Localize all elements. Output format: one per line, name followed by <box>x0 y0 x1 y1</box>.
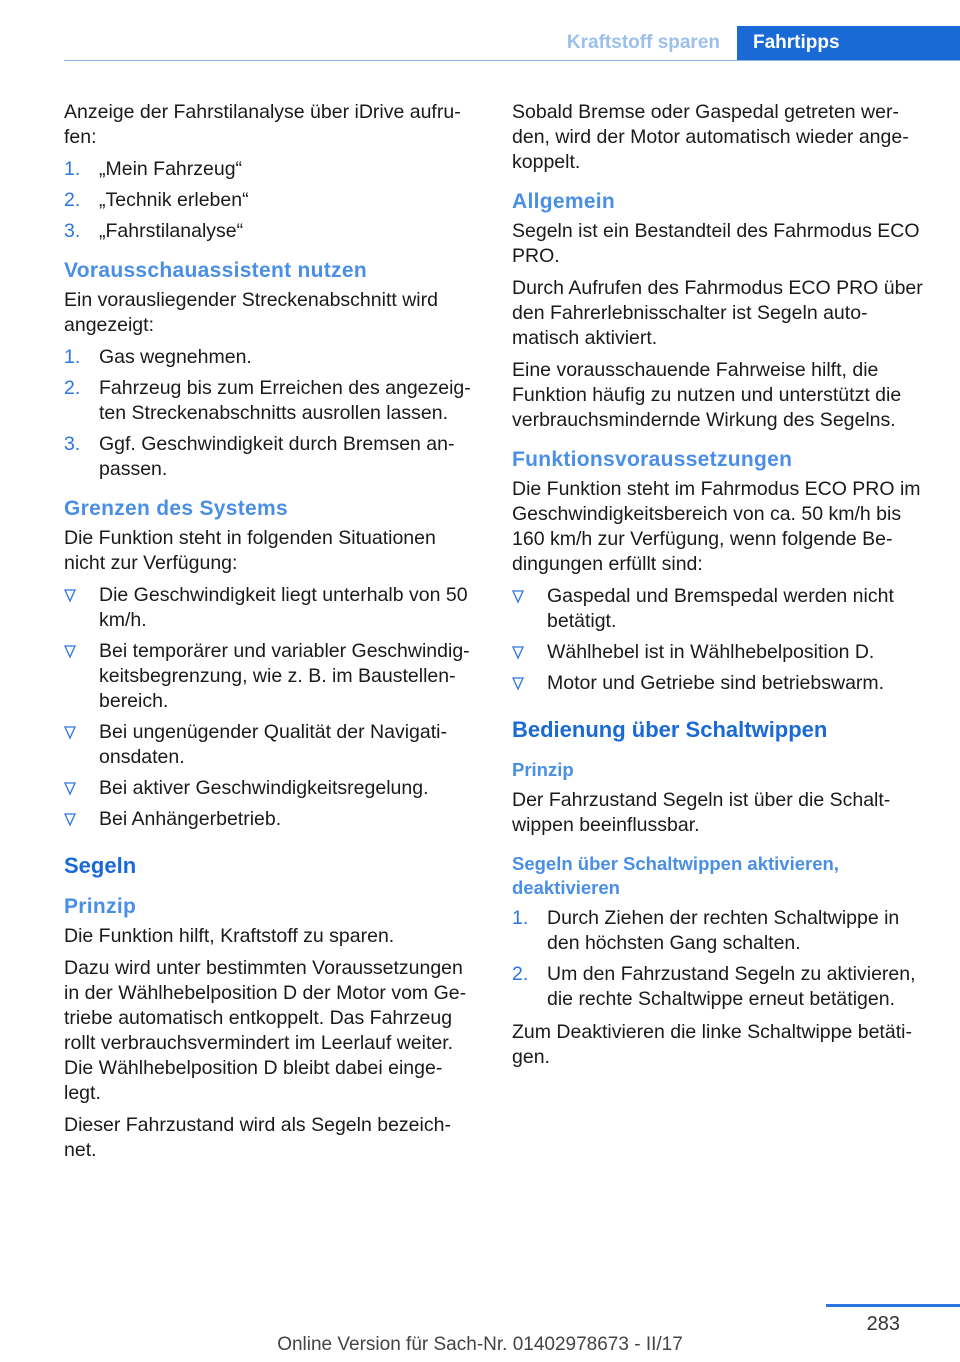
allgemein-text-2: Durch Aufrufen des Fahrmodus ECO PRO über den Fahrerlebnisschalter ist Segeln auto‐ matisch aktiviert. <box>512 277 923 349</box>
allgemein-text-1: Segeln ist ein Bestandteil des Fahrmodus ECO PRO. <box>512 220 920 267</box>
steps-fahrstil <box>64 157 478 244</box>
list-item: Bei Anhängerbetrieb. <box>64 807 478 832</box>
right-column <box>512 100 932 1077</box>
list-item: 1. Gas wegnehmen. <box>64 346 252 368</box>
heading-funktionsvoraussetzungen: Funktionsvoraussetzungen <box>512 448 793 471</box>
page-number: 283 <box>866 1313 900 1335</box>
triangle-bullet-icon <box>512 646 524 660</box>
list-item: 2. „Technik erleben“ <box>64 189 249 211</box>
prinzip-text-1: Die Funktion hilft, Kraftstoff zu sparen. <box>64 925 395 947</box>
list-item: 3. Ggf. Geschwindigkeit durch Bremsen an‐ passen. <box>64 433 455 480</box>
triangle-bullet-icon <box>64 645 76 659</box>
triangle-bullet-icon <box>64 589 76 603</box>
intro-text: Anzeige der Fahrstilanalyse über iDrive aufru‐ fen: <box>64 101 461 148</box>
prinzip-text-3: Dieser Fahrzustand wird als Segeln bezeich‐ net. <box>64 1114 451 1161</box>
grenzen-text: Die Funktion steht in folgenden Situationen nicht zur Verfügung: <box>64 527 436 574</box>
list-item: 3. „Fahrstilanalyse“ <box>64 220 244 242</box>
chapter-tab[interactable]: Fahrtipps <box>737 26 960 61</box>
list-item: Motor und Getriebe sind betriebswarm. <box>512 671 932 696</box>
heading-bedienung: Bedienung über Schaltwippen <box>512 717 828 742</box>
heading-grenzen: Grenzen des Systems <box>64 497 288 520</box>
heading-prinzip-2: Prinzip <box>512 759 574 780</box>
funktion-text: Die Funktion steht im Fahrmodus ECO PRO im Geschwindigkeitsbereich von ca. 50 km/h bis 160 km/h zur Verfügung, wenn folgende Be‐ dingungen erfüllt sind: <box>512 478 921 575</box>
heading-prinzip: Prinzip <box>64 895 137 918</box>
allgemein-text-3: Eine vorausschauende Fahrweise hilft, die Funktion häufig zu nutzen und unterstützt die verbrauchsmindernde Wirkung des Segelns. <box>512 359 902 431</box>
triangle-bullet-icon <box>64 813 76 827</box>
list-item: Bei aktiver Geschwindigkeitsregelung. <box>64 776 478 801</box>
steps-aktivieren <box>512 906 932 1012</box>
deaktivieren-text: Zum Deaktivieren die linke Schaltwippe betäti‐ gen. <box>512 1021 912 1068</box>
list-item: 1. Durch Ziehen der rechten Schaltwippe in den höchsten Gang schalten. <box>512 907 900 954</box>
heading-vorausschau: Vorausschauassistent nutzen <box>64 259 367 282</box>
footer-rule <box>826 1304 960 1307</box>
heading-segeln: Segeln <box>64 853 137 878</box>
triangle-bullet-icon <box>64 726 76 740</box>
list-item: Gaspedal und Bremspedal werden nicht betätigt. <box>512 584 932 634</box>
list-item: Bei temporärer und variabler Geschwindig‐ keitsbegrenzung, wie z. B. im Baustellen‐ bereich. <box>64 639 478 714</box>
triangle-bullet-icon <box>512 590 524 604</box>
list-item: 2. Fahrzeug bis zum Erreichen des angezeig‐ ten Streckenabschnitts ausrollen lassen. <box>64 377 471 424</box>
section-tab[interactable]: Kraftstoff sparen <box>566 32 720 53</box>
list-item: 2. Um den Fahrzustand Segeln zu aktivieren, die rechte Schaltwippe erneut betätigen. <box>512 963 916 1010</box>
list-item: Wählhebel ist in Wählhebelposition D. <box>512 640 932 665</box>
heading-allgemein: Allgemein <box>512 190 616 213</box>
header-rule <box>64 60 960 61</box>
triangle-bullet-icon <box>64 782 76 796</box>
heading-aktivieren: Segeln über Schaltwippen aktivieren, deaktivieren <box>512 853 839 898</box>
list-item: 1. „Mein Fahrzeug“ <box>64 158 243 180</box>
prinzip-text-2: Dazu wird unter bestimmten Voraussetzungen in der Wählhebelposition D der Motor vom Ge‐ triebe automatisch entkoppelt. Das Fahrzeug rollt verbrauchsvermindert im Leerlauf weiter. Die Wählhebelposition D bleibt dabei einge‐ legt. <box>64 957 467 1104</box>
list-item: Die Geschwindigkeit liegt unterhalb von 50 km/h. <box>64 583 478 633</box>
grenzen-list <box>64 583 478 832</box>
list-item: Bei ungenügender Qualität der Navigati‐ onsdaten. <box>64 720 478 770</box>
online-version-note: Online Version für Sach-Nr. 01402978673 - II/17 <box>277 1334 683 1355</box>
steps-vorausschau <box>64 345 478 482</box>
segeln-continued-text: Sobald Bremse oder Gaspedal getreten wer‐ den, wird der Motor automatisch wieder ange‐ koppelt. <box>512 101 909 173</box>
left-column <box>64 100 478 1170</box>
funktion-list <box>512 584 932 696</box>
triangle-bullet-icon <box>512 677 524 691</box>
prinzip2-text: Der Fahrzustand Segeln ist über die Schalt‐ wippen beeinflussbar. <box>512 789 891 836</box>
vorausschau-text: Ein vorausliegender Streckenabschnitt wird angezeigt: <box>64 289 438 336</box>
